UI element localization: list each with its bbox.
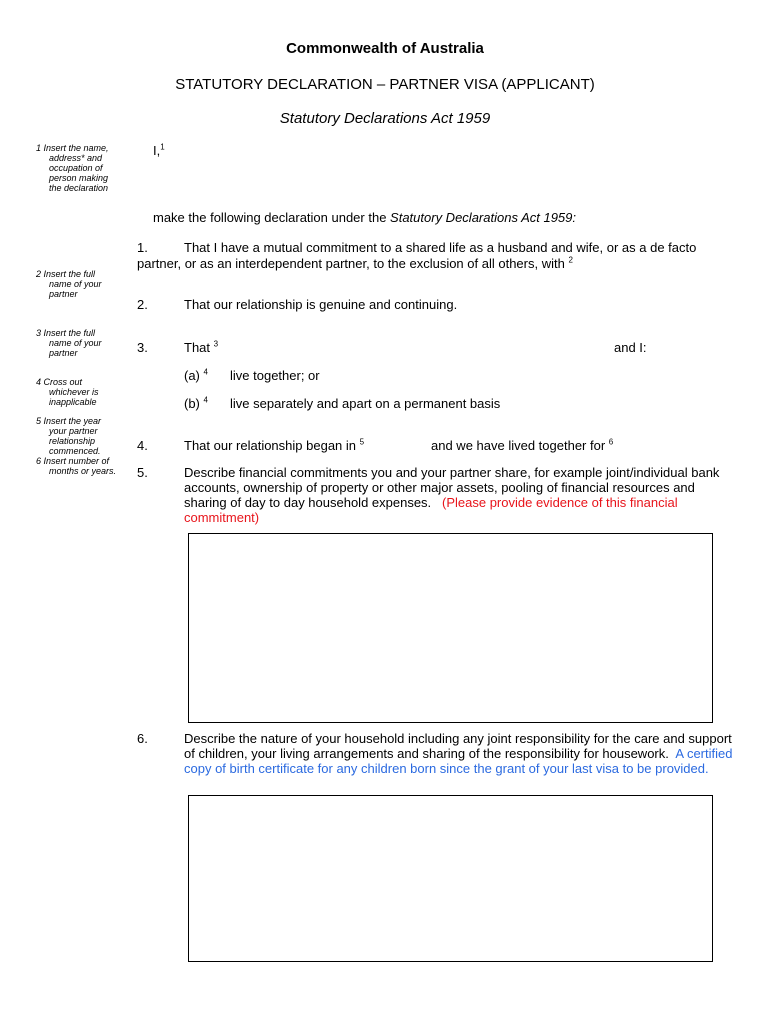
margin-note-6 <box>36 456 131 476</box>
form-title: STATUTORY DECLARATION – PARTNER VISA (APPLICANT) <box>175 76 595 93</box>
margin-note-line: partner <box>49 348 78 358</box>
margin-note-line: address* and <box>49 153 103 163</box>
evidence-note: (Please provide evidence of this financial <box>442 495 678 510</box>
margin-note-line: relationship <box>49 436 96 446</box>
footnote-ref: 6 <box>608 437 614 447</box>
margin-note-line: 6 Insert number of <box>36 456 110 466</box>
margin-note-1 <box>36 143 131 193</box>
item-4-text2: and we have lived together for $^6$ <box>431 437 614 453</box>
item-3-text: That $^3$ <box>184 339 219 355</box>
margin-note-2 <box>36 269 131 299</box>
item-6-number: 6. <box>137 731 148 746</box>
item-6-text: Describe the nature of your household including any joint responsibility for the care and support of children, your living arrangements and sharing of the responsibility for housework. A certified copy of birth certificate for any children born since the grant of your last visa to be provided. <box>184 731 754 776</box>
declarant-field[interactable] <box>170 140 730 192</box>
item-1-number: 1. <box>137 240 148 255</box>
act-heading: Statutory Declarations Act 1959 <box>279 110 491 127</box>
margin-note-line: the declaration <box>49 183 109 193</box>
evidence-note-cont: commitment) <box>184 510 260 525</box>
option-b-text[interactable]: live separately and apart on a permanent basis <box>230 396 501 411</box>
country-heading: Commonwealth of Australia <box>286 40 484 57</box>
margin-note-3 <box>36 328 131 358</box>
item-4-number: 4. <box>137 438 148 453</box>
item-5-text: Describe financial commitments you and your partner share, for example joint/individual bank accounts, ownership of property or other major assets, pooling of financial resources and sharing of day to day household expenses. (Please provide evidence of this financial commitment) <box>184 465 744 525</box>
household-description-box[interactable] <box>188 795 713 962</box>
intro-text: make the following declaration under the Statutory Declarations Act 1959: <box>153 210 576 225</box>
margin-note-line: 1 Insert the name, <box>36 143 109 153</box>
margin-note-line: 5 Insert the year <box>36 416 102 426</box>
item-1-line2: partner, or as an interdependent partner, to the exclusion of all others, with $^2$ <box>137 255 573 271</box>
margin-note-line: commenced. <box>49 446 101 456</box>
margin-note-line: inapplicable <box>49 397 97 407</box>
option-a-text[interactable]: live together; or <box>230 368 320 383</box>
item-3-end: and I: <box>614 340 647 355</box>
margin-note-line: partner <box>49 289 78 299</box>
birth-certificate-note-cont: copy of birth certificate for any children born since the grant of your last visa to be provided. <box>184 761 709 776</box>
option-a-label[interactable]: (a) $^4$ <box>184 367 208 383</box>
margin-note-line: name of your <box>49 338 102 348</box>
margin-note-line: occupation of <box>49 163 103 173</box>
duration-field[interactable] <box>615 434 725 454</box>
item-5-number: 5. <box>137 465 148 480</box>
margin-note-line: name of your <box>49 279 102 289</box>
margin-note-5 <box>36 416 131 456</box>
declarant-label: I,$^1$ <box>153 142 165 158</box>
footnote-ref: 4 <box>203 395 208 405</box>
item-3-number: 3. <box>137 340 148 355</box>
relationship-year-field[interactable] <box>364 434 426 454</box>
margin-note-line: whichever is <box>49 387 99 397</box>
item-1-line1: That I have a mutual commitment to a shared life as a husband and wife, or as a de facto <box>184 240 697 255</box>
financial-commitments-box[interactable] <box>188 533 713 723</box>
footnote-ref: 5 <box>359 437 365 447</box>
margin-note-line: your partner <box>49 426 98 436</box>
birth-certificate-note: A certified <box>675 746 733 761</box>
footnote-ref: 1 <box>160 142 165 152</box>
item-4-text: That our relationship began in $^5$ <box>184 437 365 453</box>
option-b-label[interactable]: (b) $^4$ <box>184 395 208 411</box>
footnote-ref: 2 <box>568 255 573 265</box>
margin-note-line: 2 Insert the full <box>36 269 96 279</box>
margin-note-line: 4 Cross out <box>36 377 83 387</box>
item-2-text: That our relationship is genuine and continuing. <box>184 297 458 312</box>
footnote-ref: 4 <box>203 367 208 377</box>
partner-name-field[interactable] <box>222 336 602 356</box>
margin-note-line: person making <box>49 173 109 183</box>
margin-note-line: 3 Insert the full <box>36 328 96 338</box>
item-2-number: 2. <box>137 297 148 312</box>
margin-note-4 <box>36 377 131 407</box>
footnote-ref: 3 <box>213 339 219 349</box>
margin-note-line: months or years. <box>49 466 117 476</box>
